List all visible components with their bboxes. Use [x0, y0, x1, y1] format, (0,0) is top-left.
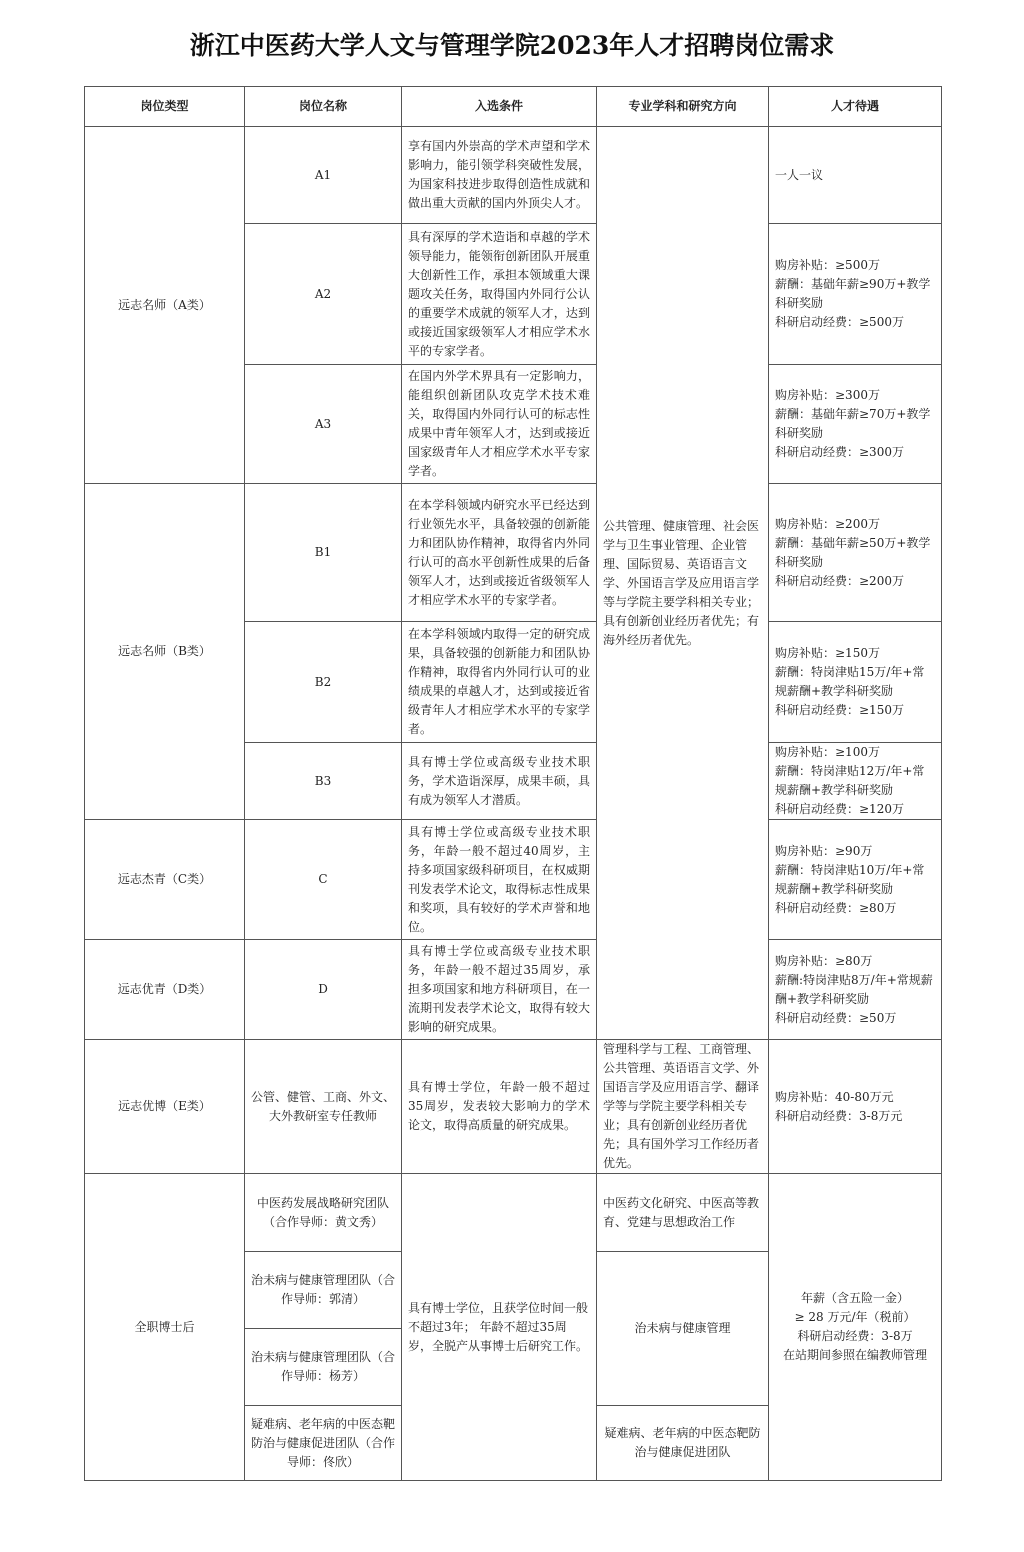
- post-name: A3: [245, 365, 402, 484]
- post-condition: 具有博士学位，年龄一般不超过35周岁，发表较大影响力的学术论文，取得高质量的研究成果。: [402, 1040, 597, 1174]
- team-name: 治未病与健康管理团队（合作导师：郭清）: [245, 1252, 402, 1329]
- category-d: 远志优青（D类）: [85, 940, 245, 1040]
- table-row: [85, 1040, 942, 1174]
- post-name: C: [245, 820, 402, 940]
- post-name: B3: [245, 743, 402, 820]
- shared-field: 公共管理、健康管理、社会医学与卫生事业管理、企业管理、国际贸易、英语语言文学、外国语言学及应用语言学等与学院主要学科相关专业；具有创新创业经历者优先；有海外经历者优先。: [597, 127, 769, 1040]
- team-field: 疑难病、老年病的中医态靶防治与健康促进团队: [597, 1406, 769, 1481]
- post-condition: 享有国内外崇高的学术声望和学术影响力，能引领学科突破性发展，为国家科技进步取得创造性成就和做出重大贡献的国内外顶尖人才。: [402, 127, 597, 224]
- table-row: [85, 940, 942, 1040]
- post-treatment: 购房补贴：≥300万 薪酬：基础年薪≥70万+教学科研奖励 科研启动经费：≥300万: [769, 365, 942, 484]
- post-name: A2: [245, 224, 402, 365]
- category-a: 远志名师（A类）: [85, 127, 245, 484]
- table-row: [85, 1174, 942, 1252]
- postdoc-condition: 具有博士学位，且获学位时间一般不超过3年； 年龄不超过35周岁，全脱产从事博士后研究工作。: [402, 1174, 597, 1481]
- table-row: [85, 484, 942, 622]
- team-name: 疑难病、老年病的中医态靶防治与健康促进团队（合作导师：佟欣）: [245, 1406, 402, 1481]
- post-treatment: 购房补贴：≥200万 薪酬：基础年薪≥50万+教学科研奖励 科研启动经费：≥200万: [769, 484, 942, 622]
- post-condition: 具有博士学位或高级专业技术职务，年龄一般不超过40周岁，主持多项国家级科研项目，在权威期刊发表学术论文，取得标志性成果和奖项，具有较好的学术声誉和地位。: [402, 820, 597, 940]
- header-type: 岗位类型: [85, 87, 245, 127]
- post-treatment: 购房补贴：≥90万 薪酬：特岗津贴10万/年+常规薪酬+教学科研奖励 科研启动经费：≥80万: [769, 820, 942, 940]
- post-name: B2: [245, 622, 402, 743]
- table-row: [85, 820, 942, 940]
- post-treatment: 购房补贴：≥150万 薪酬：特岗津贴15万/年+常规薪酬+教学科研奖励 科研启动经费：≥150万: [769, 622, 942, 743]
- recruitment-table: [84, 86, 942, 1481]
- post-condition: 具有博士学位或高级专业技术职务，学术造诣深厚，成果丰硕，具有成为领军人才潜质。: [402, 743, 597, 820]
- post-condition: 在本学科领域内研究水平已经达到行业领先水平，具备较强的创新能力和团队协作精神，取得省内外同行认可的高水平创新性成果的后备领军人才，达到或接近省级领军人才相应学术水平的专家学者。: [402, 484, 597, 622]
- header-row: [85, 87, 942, 127]
- post-condition: 具有博士学位或高级专业技术职务，年龄一般不超过35周岁，承担多项国家和地方科研项目，在一流期刊发表学术论文，取得有较大影响的研究成果。: [402, 940, 597, 1040]
- post-condition: 具有深厚的学术造诣和卓越的学术领导能力，能领衔创新团队开展重大创新性工作，承担本领域重大课题攻关任务，取得国内外同行公认的重要学术成就的领军人才，达到或接近国家级领军人才相应学术水平的专家学者。: [402, 224, 597, 365]
- postdoc-treatment: 年薪（含五险一金） ≥ 28 万元/年（税前） 科研启动经费：3-8万 在站期间参照在编教师管理: [769, 1174, 942, 1481]
- table-row: [85, 127, 942, 224]
- post-condition: 在本学科领域内取得一定的研究成果，具备较强的创新能力和团队协作精神，取得省内外同行认可的业绩成果的卓越人才，达到或接近省级青年人才相应学术水平的专家学者。: [402, 622, 597, 743]
- post-name: B1: [245, 484, 402, 622]
- post-field: 管理科学与工程、工商管理、公共管理、英语语言文学、外国语言学及应用语言学、翻译学等与学院主要学科相关专业；具有创新创业经历者优先；具有国外学习工作经历者优先。: [597, 1040, 769, 1174]
- team-name: 治未病与健康管理团队（合作导师：杨芳）: [245, 1329, 402, 1406]
- post-treatment: 购房补贴：≥500万 薪酬：基础年薪≥90万+教学科研奖励 科研启动经费：≥500万: [769, 224, 942, 365]
- team-name: 中医药发展战略研究团队（合作导师：黄文秀）: [245, 1174, 402, 1252]
- post-treatment: 购房补贴：≥80万 薪酬:特岗津贴8万/年+常规薪酬+教学科研奖励 科研启动经费：≥50万: [769, 940, 942, 1040]
- category-b: 远志名师（B类）: [85, 484, 245, 820]
- post-name: 公管、健管、工商、外文、大外教研室专任教师: [245, 1040, 402, 1174]
- page-title: 浙江中医药大学人文与管理学院2023年人才招聘岗位需求: [189, 31, 835, 60]
- post-name: D: [245, 940, 402, 1040]
- post-condition: 在国内外学术界具有一定影响力，能组织创新团队攻克学术技术难关，取得国内外同行认可的标志性成果中青年领军人才，达到或接近国家级青年人才相应学术水平专家学者。: [402, 365, 597, 484]
- team-field: 治未病与健康管理: [597, 1252, 769, 1406]
- category-c: 远志杰青（C类）: [85, 820, 245, 940]
- post-treatment: 购房补贴：40-80万元 科研启动经费：3-8万元: [769, 1040, 942, 1174]
- team-field: 中医药文化研究、中医高等教育、党建与思想政治工作: [597, 1174, 769, 1252]
- category-postdoc: 全职博士后: [85, 1174, 245, 1481]
- header-treatment: 人才待遇: [769, 87, 942, 127]
- header-name: 岗位名称: [245, 87, 402, 127]
- header-field: 专业学科和研究方向: [597, 87, 769, 127]
- post-name: A1: [245, 127, 402, 224]
- post-treatment: 购房补贴：≥100万 薪酬：特岗津贴12万/年+常规薪酬+教学科研奖励 科研启动经费：≥120万: [769, 743, 942, 820]
- header-condition: 入选条件: [402, 87, 597, 127]
- post-treatment: 一人一议: [769, 127, 942, 224]
- category-e: 远志优博（E类）: [85, 1040, 245, 1174]
